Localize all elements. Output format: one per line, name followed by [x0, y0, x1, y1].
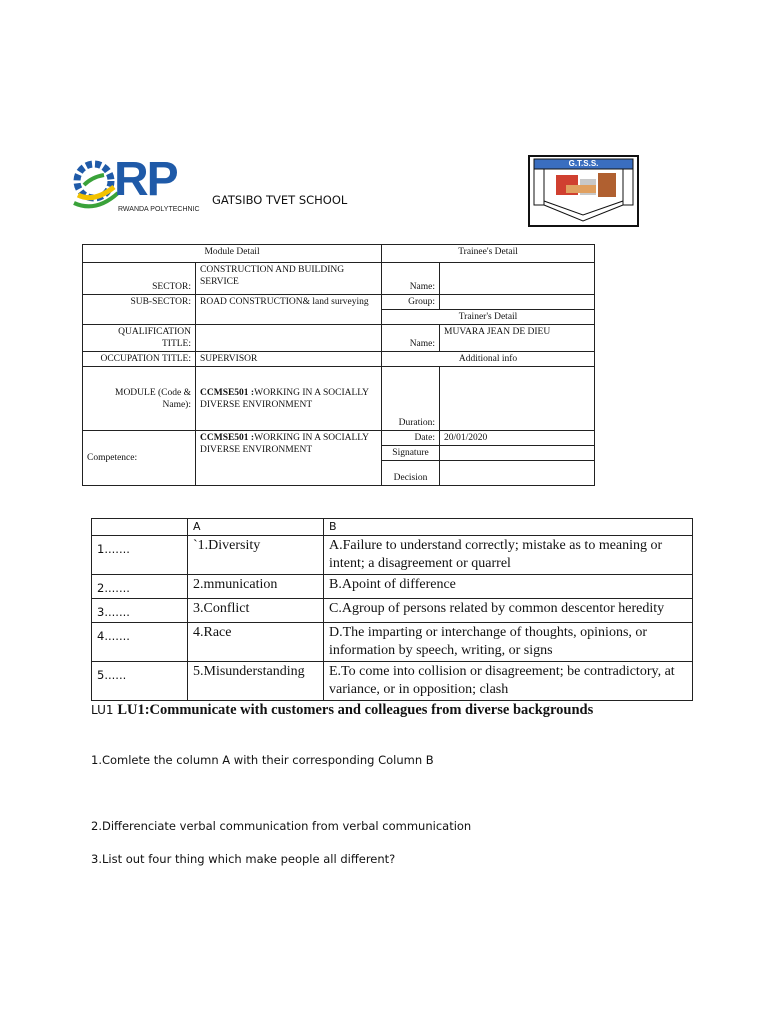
- row-a: 3.Conflict: [188, 599, 324, 623]
- duration-label: Duration:: [382, 367, 440, 431]
- question-1: 1.Comlete the column A with their corresponding Column B: [91, 753, 434, 767]
- row-num: 3.......: [92, 599, 188, 623]
- trainer-name-label: Name:: [382, 325, 440, 352]
- row-b: D.The imparting or interchange of thoughts, opinions, or information by speech, writing, or signs: [324, 623, 693, 662]
- trainee-name-value: [440, 263, 595, 295]
- gtss-logo-text: G.T.S.S.: [568, 159, 599, 168]
- qualification-value: [196, 325, 382, 352]
- trainee-detail-header: Trainee's Detail: [382, 245, 595, 263]
- lu1-title: LU1:Communicate with customers and colleagues from diverse backgrounds: [117, 702, 594, 718]
- header-b: B: [324, 519, 693, 536]
- row-b: C.Agroup of persons related by common descentor heredity: [324, 599, 693, 623]
- question-2: 2.Differenciate verbal communication from verbal communication: [91, 819, 472, 833]
- sector-label: SECTOR:: [83, 263, 196, 295]
- row-num: 2.......: [92, 575, 188, 599]
- signature-label: Signature: [382, 446, 440, 461]
- occupation-label: OCCUPATION TITLE:: [83, 352, 196, 367]
- competence-value: [196, 431, 382, 486]
- row-num: 1.......: [92, 536, 188, 575]
- module-label: MODULE (Code & Name):: [83, 367, 196, 431]
- table-row: [92, 536, 693, 575]
- row-a: `1.Diversity: [188, 536, 324, 575]
- group-value: [440, 295, 595, 310]
- matching-table: [91, 518, 693, 701]
- trainee-name-label: Name:: [382, 263, 440, 295]
- row-b: A.Failure to understand correctly; mistake as to meaning or intent; a disagreement or quarrel: [324, 536, 693, 575]
- rp-logo-caption: RWANDA POLYTECHNIC: [118, 206, 200, 213]
- decision-label: Decision: [382, 461, 440, 486]
- row-b: E.To come into collision or disagreement; be contradictory, at variance, or in opposition; clash: [324, 662, 693, 701]
- header-num: [92, 519, 188, 536]
- lu1-prefix: LU1: [91, 703, 118, 717]
- sub-sector-value: ROAD CONSTRUCTION& land surveying: [196, 295, 382, 325]
- row-a: 4.Race: [188, 623, 324, 662]
- occupation-value: SUPERVISOR: [196, 352, 382, 367]
- table-row: [92, 575, 693, 599]
- competence-label: Competence:: [83, 431, 196, 486]
- competence-code: CCMSE501 :: [200, 433, 255, 443]
- school-name: GATSIBO TVET SCHOOL: [212, 193, 348, 207]
- competence-name: WORKING IN A SOCIALLY DIVERSE ENVIRONMENT: [200, 433, 369, 455]
- gtss-logo: [528, 155, 639, 227]
- module-value: [196, 367, 382, 431]
- lu1-heading: [91, 702, 593, 719]
- decision-value: [440, 461, 595, 486]
- module-code: CCMSE501 :: [200, 387, 255, 398]
- row-b: B.Apoint of difference: [324, 575, 693, 599]
- row-num: 4.......: [92, 623, 188, 662]
- qualification-label: QUALIFICATION TITLE:: [83, 325, 196, 352]
- group-label: Group:: [382, 295, 440, 310]
- table-row: [92, 599, 693, 623]
- rp-logo-text: RP: [114, 153, 177, 206]
- sub-sector-label: SUB-SECTOR:: [83, 295, 196, 325]
- row-a: 2.mmunication: [188, 575, 324, 599]
- header-a: A: [188, 519, 324, 536]
- additional-info-header: Additional info: [382, 352, 595, 367]
- rwanda-polytechnic-logo: [70, 155, 205, 217]
- row-a: 5.Misunderstanding: [188, 662, 324, 701]
- date-value: 20/01/2020: [440, 431, 595, 446]
- row-num: 5......: [92, 662, 188, 701]
- question-3: 3.List out four thing which make people all different?: [91, 852, 396, 866]
- trainer-detail-header: Trainer's Detail: [382, 310, 595, 325]
- module-detail-table: [82, 244, 595, 486]
- trainer-name-value: MUVARA JEAN DE DIEU: [440, 325, 595, 352]
- module-detail-header: Module Detail: [83, 245, 382, 263]
- signature-value: [440, 446, 595, 461]
- date-label: Date:: [382, 431, 440, 446]
- duration-value: [440, 367, 595, 431]
- table-row: [92, 623, 693, 662]
- sector-value: CONSTRUCTION AND BUILDING SERVICE: [196, 263, 382, 295]
- table-row: [92, 662, 693, 701]
- module-name: WORKING IN A SOCIALLY DIVERSE ENVIRONMENT: [200, 387, 369, 410]
